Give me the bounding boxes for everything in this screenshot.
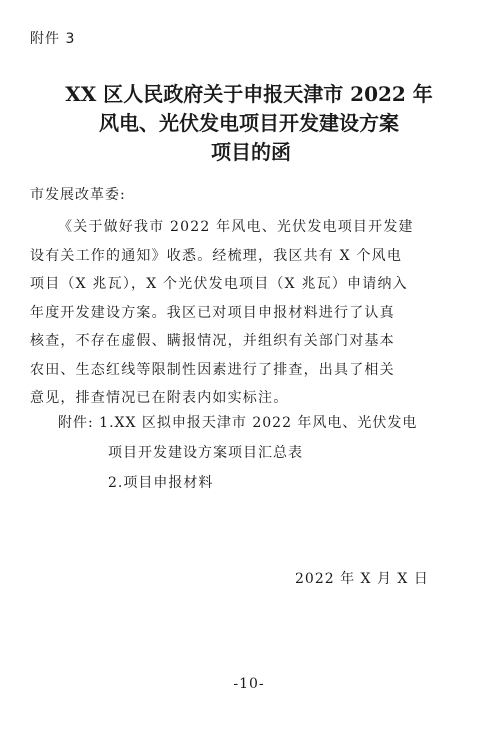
page-number: -10- bbox=[233, 676, 265, 692]
body-line: 《关于做好我市 2022 年风电、光伏发电项目开发建 bbox=[58, 219, 414, 235]
document-date: 2022 年 X 月 X 日 bbox=[295, 571, 429, 587]
recipient: 市发展改革委: bbox=[30, 187, 126, 203]
attachments-list bbox=[58, 408, 417, 498]
body-line: 设有关工作的通知》收悉。经梳理，我区共有 X 个风电 bbox=[30, 247, 403, 264]
body-line: 项目（X 兆瓦），X 个光伏发电项目（X 兆瓦）申请纳入 bbox=[30, 276, 408, 292]
body-line: 年度开发建设方案。我区已对项目申报材料进行了认真 bbox=[30, 304, 395, 321]
body-line: 意见，排查情况已在附表内如实标注。 bbox=[30, 390, 289, 406]
title-line-2: 风电、光伏发电项目开发建设方案 bbox=[99, 111, 399, 135]
attachment-item-2: 2.项目申报材料 bbox=[108, 475, 214, 491]
attachment-item-1: 附件: 1.XX 区拟申报天津市 2022 年风电、光伏发电 bbox=[58, 415, 418, 431]
attachment-label: 附件 3 bbox=[30, 31, 76, 47]
document-title bbox=[0, 80, 498, 167]
body-paragraph bbox=[30, 213, 430, 413]
body-line: 农田、生态红线等限制性因素进行了排查，出具了相关 bbox=[30, 361, 395, 378]
title-line-3: 项目的函 bbox=[211, 140, 291, 164]
title-line-1: XX 区人民政府关于申报天津市 2022 年 bbox=[65, 82, 433, 106]
body-line: 核查，不存在虚假、瞒报情况，并组织有关部门对基本 bbox=[30, 333, 395, 349]
attachment-item-1-continued: 项目开发建设方案项目汇总表 bbox=[108, 445, 303, 461]
